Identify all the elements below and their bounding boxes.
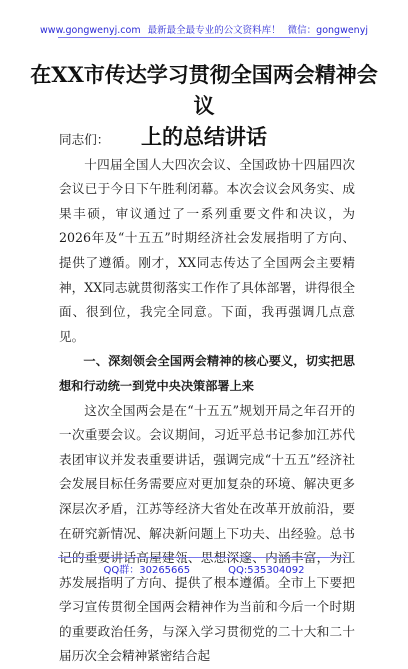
document-body	[59, 128, 355, 669]
paragraph-2: 这次全国两会是在“十五五”规划开局之年召开的一次重要会议。会议期间，习近平总书记参加江苏代表团审议并发表重要讲话，强调完成“十五五”经济社会发展目标任务需要应对更加复杂的环境、解决更多深层次矛盾，江苏等经济大省处在改革开放前沿，要在研究新情况、解决新问题上下功夫、出经验。总书记的重要讲话高屋建瓴、思想深邃、内涵丰富，为江苏发展指明了方向、提供了根本遵循。全市上下要把学习宣传贯彻全国两会精神作为当前和今后一个时期的重要政治任务，与深入学习贯彻党的二十大和二十届历次全会精神紧密结合起	[59, 402, 355, 664]
title-line-1: 在XX市传达学习贯彻全国两会精神会议	[30, 62, 378, 118]
section-heading-1: 一、深刻领会全国两会精神的核心要义，切实把思想和行动统一到党中央决策部署上来	[59, 354, 355, 393]
page-header	[0, 22, 408, 36]
header-website[interactable]: www.gongwenyj.com	[40, 25, 141, 36]
paragraph-1: 十四届全国人大四次会议、全国政协十四届四次会议已于今日下午胜利闭幕。本次会议会风务实、成果丰硕，审议通过了一系列重要文件和决议，为2026年及“十五五”时期经济社会发展指明了方向、提供了遵循。刚才，XX同志传达了全国两会主要精神，XX同志就贯彻落实工作作了具体部署，讲得很全面、很到位，我完全同意。下面，我再强调几点意见。	[59, 156, 355, 344]
footer-qq-contact: QQ:535304092	[228, 565, 305, 576]
footer-qq-group: QQ群：30265665	[103, 565, 191, 576]
footer-divider	[58, 557, 350, 558]
header-divider	[58, 37, 350, 38]
page-footer	[0, 561, 408, 576]
salutation: 同志们：	[59, 132, 110, 147]
title-line-2: 上的总结讲话	[141, 124, 267, 149]
header-wechat: 微信：gongwenyj	[287, 25, 368, 36]
header-tagline: 最新最全最专业的公文资料库！	[147, 25, 281, 36]
